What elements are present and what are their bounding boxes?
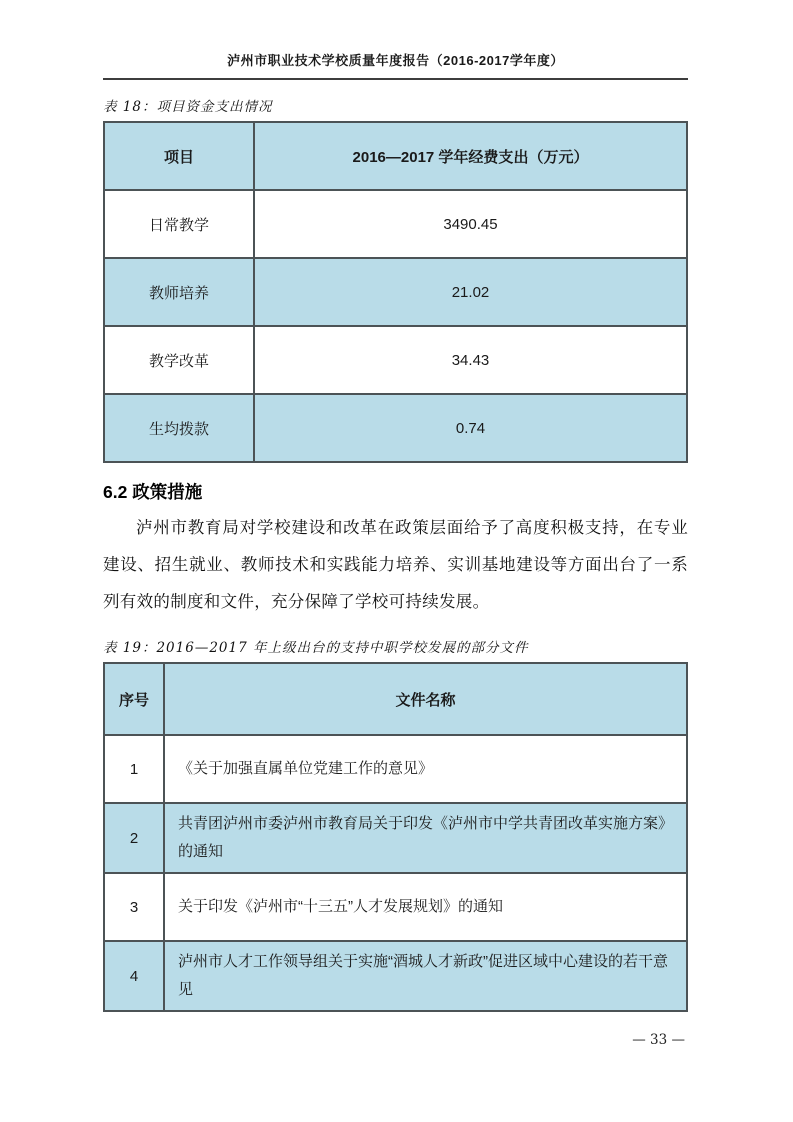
table-row (104, 190, 687, 258)
table19-col-name: 文件名称 (164, 663, 687, 735)
table19-col-no: 序号 (104, 663, 164, 735)
table-row (104, 326, 687, 394)
table-row (104, 803, 687, 873)
table19-doc-name: 关于印发《泸州市“十三五”人才发展规划》的通知 (164, 873, 687, 941)
table19-policy-documents (103, 662, 688, 1012)
table18-value: 3490.45 (254, 190, 687, 258)
table19-doc-name: 共青团泸州市委泸州市教育局关于印发《泸州市中学共青团改革实施方案》的通知 (164, 803, 687, 873)
table18-value: 34.43 (254, 326, 687, 394)
section-heading-6-2: 6.2 政策措施 (103, 482, 203, 502)
page-number: — 33 — (632, 1032, 685, 1048)
table18-item: 教学改革 (104, 326, 254, 394)
table18-col-expenditure: 2016—2017 学年经费支出（万元） (254, 122, 687, 190)
table-row (104, 735, 687, 803)
table-row (104, 941, 687, 1011)
table-row (104, 258, 687, 326)
table18-item: 日常教学 (104, 190, 254, 258)
table19-caption: 表 19：2016—2017 年上级出台的支持中职学校发展的部分文件 (103, 640, 529, 656)
table18-item: 教师培养 (104, 258, 254, 326)
table19-no: 2 (104, 803, 164, 873)
table19-doc-name: 《关于加强直属单位党建工作的意见》 (164, 735, 687, 803)
section-paragraph: 泸州市教育局对学校建设和改革在政策层面给予了高度积极支持，在专业建设、招生就业、教师技术和实践能力培养、实训基地建设等方面出台了一系列有效的制度和文件，充分保障了学校可持续发展。 (103, 519, 688, 611)
table18-value: 0.74 (254, 394, 687, 462)
table18-fund-expenditure (103, 121, 688, 463)
table19-no: 3 (104, 873, 164, 941)
table19-no: 1 (104, 735, 164, 803)
table18-value: 21.02 (254, 258, 687, 326)
table18-header-row (104, 122, 687, 190)
table18-item: 生均拨款 (104, 394, 254, 462)
table-row (104, 873, 687, 941)
table-row (104, 394, 687, 462)
table19-header-row (104, 663, 687, 735)
running-header: 泸州市职业技术学校质量年度报告（2016-2017学年度） (103, 50, 688, 80)
table19-doc-name: 泸州市人才工作领导组关于实施“酒城人才新政”促进区域中心建设的若干意见 (164, 941, 687, 1011)
table18-col-item: 项目 (104, 122, 254, 190)
table19-no: 4 (104, 941, 164, 1011)
table18-caption: 表 18：项目资金支出情况 (103, 99, 273, 115)
